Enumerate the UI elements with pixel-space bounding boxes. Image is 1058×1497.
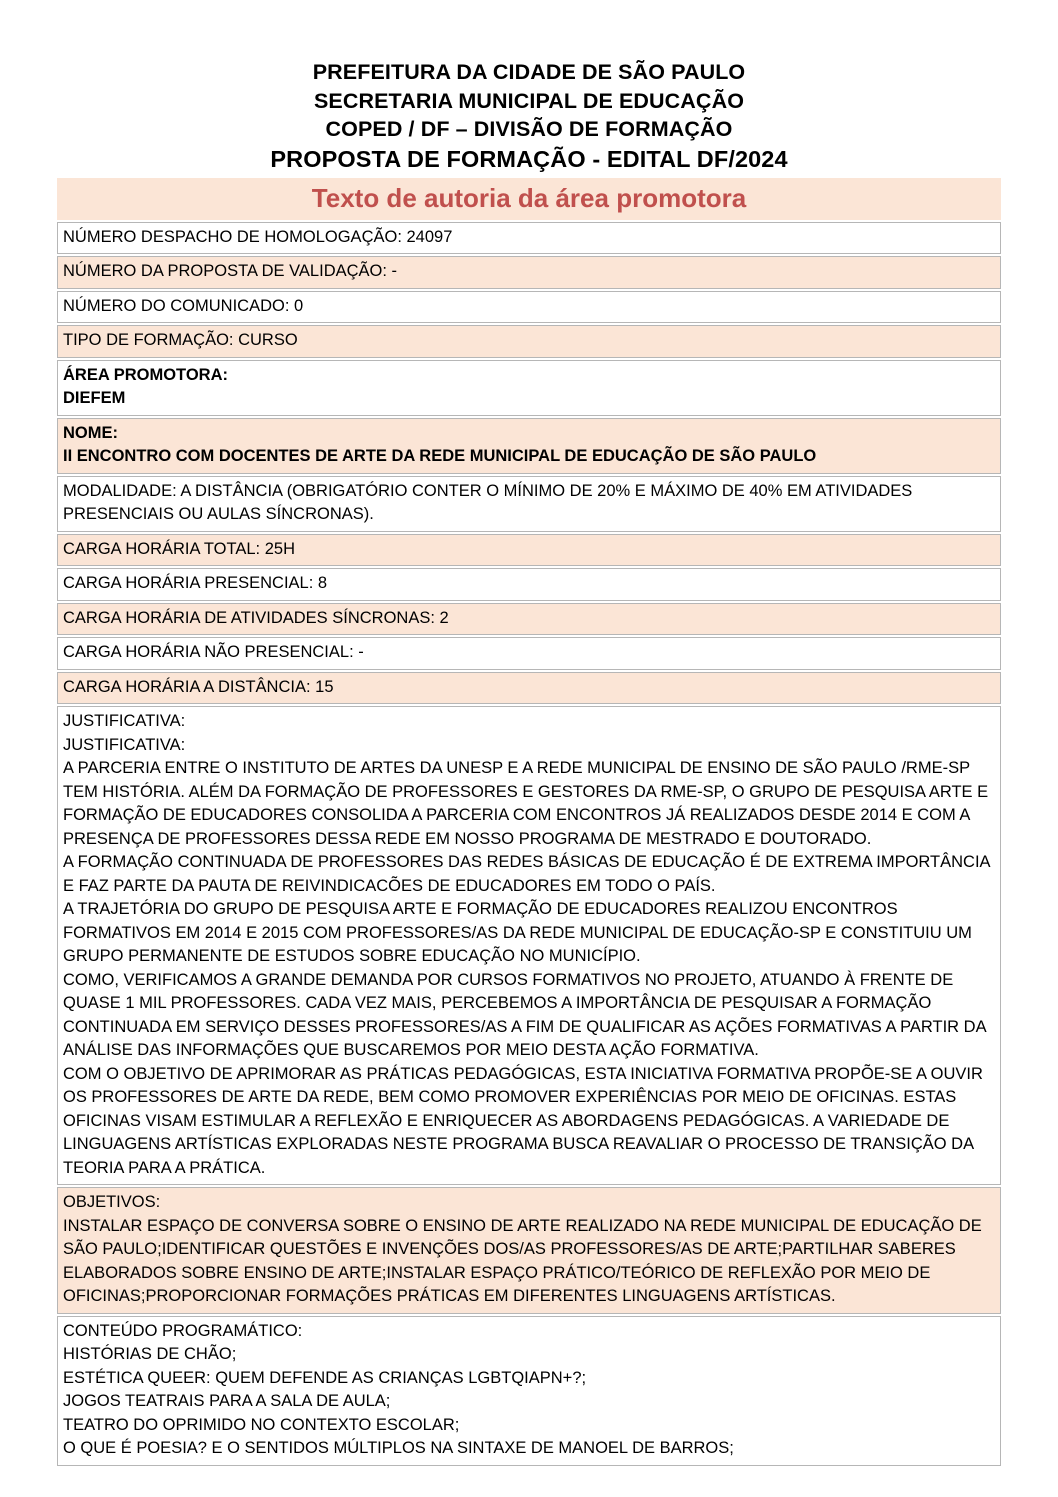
- justificativa-paragraph: A FORMAÇÃO CONTINUADA DE PROFESSORES DAS REDES BÁSICAS DE EDUCAÇÃO É DE EXTREMA IMPORTÂNCIA E FAZ PARTE DA PAUTA DE REIVINDICACÕES DE EDUCADORES EM TODO O PAÍS.: [63, 853, 995, 895]
- cell-objetivos: [57, 1187, 1001, 1314]
- document-header: [0, 0, 1058, 175]
- table-row-justificativa: [57, 706, 1001, 1185]
- table-row-ch-sincronas: [57, 603, 1001, 636]
- justificativa-paragraph: COMO, VERIFICAMOS A GRANDE DEMANDA POR CURSOS FORMATIVOS NO PROJETO, ATUANDO À FRENTE DE QUASE 1 MIL PROFESSORES. CADA VEZ MAIS, PERCEBEMOS A IMPORTÂNCIA DE PESQUISAR A FORMAÇÃO CONTINUADA EM SERVIÇO DESSES PROFESSORES/AS A FIM DE QUALIFICAR AS AÇÕES FORMATIVAS A PARTIR DA ANÁLISE DAS INFORMAÇÕES QUE BUSCAREMOS POR MEIO DESTA AÇÃO FORMATIVA.: [63, 970, 990, 1059]
- author-banner: [57, 178, 1001, 220]
- table-row-tipo-formacao: [57, 325, 1001, 358]
- area-promotora-value: DIEFEM: [63, 389, 126, 407]
- table-row-area-promotora: [57, 360, 1001, 416]
- table-row-proposta-validacao: [57, 256, 1001, 289]
- cell-tipo-formacao: TIPO DE FORMAÇÃO: CURSO: [57, 325, 1001, 358]
- table-row-ch-total: [57, 534, 1001, 567]
- cell-ch-presencial: CARGA HORÁRIA PRESENCIAL: 8: [57, 568, 1001, 601]
- header-line-secretaria: SECRETARIA MUNICIPAL DE EDUCAÇÃO: [313, 88, 745, 113]
- table-row-modalidade: [57, 476, 1001, 532]
- justificativa-paragraph: A PARCERIA ENTRE O INSTITUTO DE ARTES DA UNESP E A REDE MUNICIPAL DE ENSINO DE SÃO PAULO /RME-SP TEM HISTÓRIA. ALÉM DA FORMAÇÃO DE PROFESSORES E GESTORES DA RME-SP, O GRUPO DE PESQUISA ARTE E FORMAÇÃO DE EDUCADORES CONSOLIDA A PARCERIA COM ENCONTROS JÁ REALIZADOS DESDE 2014 E COM A PRESENÇA DE PROFESSORES DESSA REDE EM NOSSO PROGRAMA DE MESTRADO E DOUTORADO.: [63, 759, 993, 848]
- table-row-conteudo-programatico: [57, 1316, 1001, 1466]
- nome-value: II ENCONTRO COM DOCENTES DE ARTE DA REDE MUNICIPAL DE EDUCAÇÃO DE SÃO PAULO: [63, 447, 817, 465]
- author-banner-text: Texto de autoria da área promotora: [311, 182, 747, 213]
- cell-proposta-validacao: NÚMERO DA PROPOSTA DE VALIDAÇÃO: -: [57, 256, 1001, 289]
- objetivos-text: INSTALAR ESPAÇO DE CONVERSA SOBRE O ENSINO DE ARTE REALIZADO NA REDE MUNICIPAL DE EDUCAÇÃO DE SÃO PAULO;IDENTIFICAR QUESTÕES E INVENÇÕES DOS/AS PROFESSORES/AS DE ARTE;PARTILHAR SABERES ELABORADOS SOBRE ENSINO DE ARTE;INSTALAR ESPAÇO PRÁTICO/TEÓRICO DE REFLEXÃO POR MEIO DE OFICINAS;PROPORCIONAR FORMAÇÕES PRÁTICAS EM DIFERENTES LINGUAGENS ARTÍSTICAS.: [63, 1216, 987, 1305]
- cell-comunicado: NÚMERO DO COMUNICADO: 0: [57, 291, 1001, 324]
- header-line-proposta: PROPOSTA DE FORMAÇÃO - EDITAL DF/2024: [270, 145, 788, 172]
- nome-label: NOME:: [63, 423, 118, 442]
- justificativa-paragraph: JUSTIFICATIVA:: [63, 735, 186, 754]
- cell-ch-nao-presencial: CARGA HORÁRIA NÃO PRESENCIAL: -: [57, 637, 1001, 670]
- conteudo-item: JOGOS TEATRAIS PARA A SALA DE AULA;: [63, 1392, 391, 1410]
- cell-modalidade: MODALIDADE: A DISTÂNCIA (OBRIGATÓRIO CONTER O MÍNIMO DE 20% E MÁXIMO DE 40% EM ATIVIDADES PRESENCIAIS OU AULAS SÍNCRONAS).: [57, 476, 1001, 532]
- table-row-ch-distancia: [57, 672, 1001, 705]
- conteudo-label: CONTEÚDO PROGRAMÁTICO:: [63, 1321, 303, 1340]
- justificativa-paragraph: A TRAJETÓRIA DO GRUPO DE PESQUISA ARTE E FORMAÇÃO DE EDUCADORES REALIZOU ENCONTROS FORMATIVOS EM 2014 E 2015 COM PROFESSORES/AS DA REDE MUNICIPAL DE EDUCAÇÃO-SP E CONSTITUIU UM GRUPO PERMANENTE DE ESTUDOS SOBRE EDUCAÇÃO NO MUNICÍPIO.: [63, 900, 977, 965]
- conteudo-item: TEATRO DO OPRIMIDO NO CONTEXTO ESCOLAR;: [63, 1415, 460, 1434]
- header-line-prefeitura: PREFEITURA DA CIDADE DE SÃO PAULO: [312, 60, 746, 84]
- table-row-objetivos: [57, 1187, 1001, 1314]
- cell-ch-distancia: CARGA HORÁRIA A DISTÂNCIA: 15: [57, 672, 1001, 705]
- objetivos-label: OBJETIVOS:: [63, 1193, 161, 1211]
- conteudo-item: ESTÉTICA QUEER: QUEM DEFENDE AS CRIANÇAS LGBTQIAPN+?;: [63, 1368, 587, 1387]
- table-row-ch-presencial: [57, 568, 1001, 601]
- table-row-nome: [57, 418, 1001, 474]
- cell-nome: [57, 418, 1001, 474]
- cell-conteudo-programatico: [57, 1316, 1001, 1466]
- cell-justificativa: [57, 706, 1001, 1185]
- table-row-despacho: [57, 222, 1001, 255]
- header-line-coped: COPED / DF – DIVISÃO DE FORMAÇÃO: [325, 117, 733, 141]
- justificativa-label: JUSTIFICATIVA:: [63, 712, 186, 730]
- proposal-form-table: [57, 220, 1001, 1468]
- cell-ch-sincronas: CARGA HORÁRIA DE ATIVIDADES SÍNCRONAS: 2: [57, 603, 1001, 636]
- table-row-comunicado: [57, 291, 1001, 324]
- conteudo-item: O QUE É POESIA? E O SENTIDOS MÚLTIPLOS NA SINTAXE DE MANOEL DE BARROS;: [63, 1439, 734, 1457]
- cell-area-promotora: [57, 360, 1001, 416]
- justificativa-paragraph: COM O OBJETIVO DE APRIMORAR AS PRÁTICAS PEDAGÓGICAS, ESTA INICIATIVA FORMATIVA PROPÕE-SE A OUVIR OS PROFESSORES DE ARTE DA REDE, BEM COMO PROMOVER EXPERIÊNCIAS POR MEIO DE OFICINAS. ESTAS OFICINAS VISAM ESTIMULAR A REFLEXÃO E ENRIQUECER AS ABORDAGENS PEDAGÓGICAS. A VARIEDADE DE LINGUAGENS ARTÍSTICAS EXPLORADAS NESTE PROGRAMA BUSCA REAVALIAR O PROCESSO DE TRANSIÇÃO DA TEORIA PARA A PRÁTICA.: [63, 1064, 988, 1177]
- conteudo-item: HISTÓRIAS DE CHÃO;: [63, 1345, 237, 1363]
- cell-despacho: NÚMERO DESPACHO DE HOMOLOGAÇÃO: 24097: [57, 222, 1001, 255]
- cell-ch-total: CARGA HORÁRIA TOTAL: 25H: [57, 534, 1001, 567]
- table-row-ch-nao-presencial: [57, 637, 1001, 670]
- area-promotora-label: ÁREA PROMOTORA:: [63, 365, 228, 384]
